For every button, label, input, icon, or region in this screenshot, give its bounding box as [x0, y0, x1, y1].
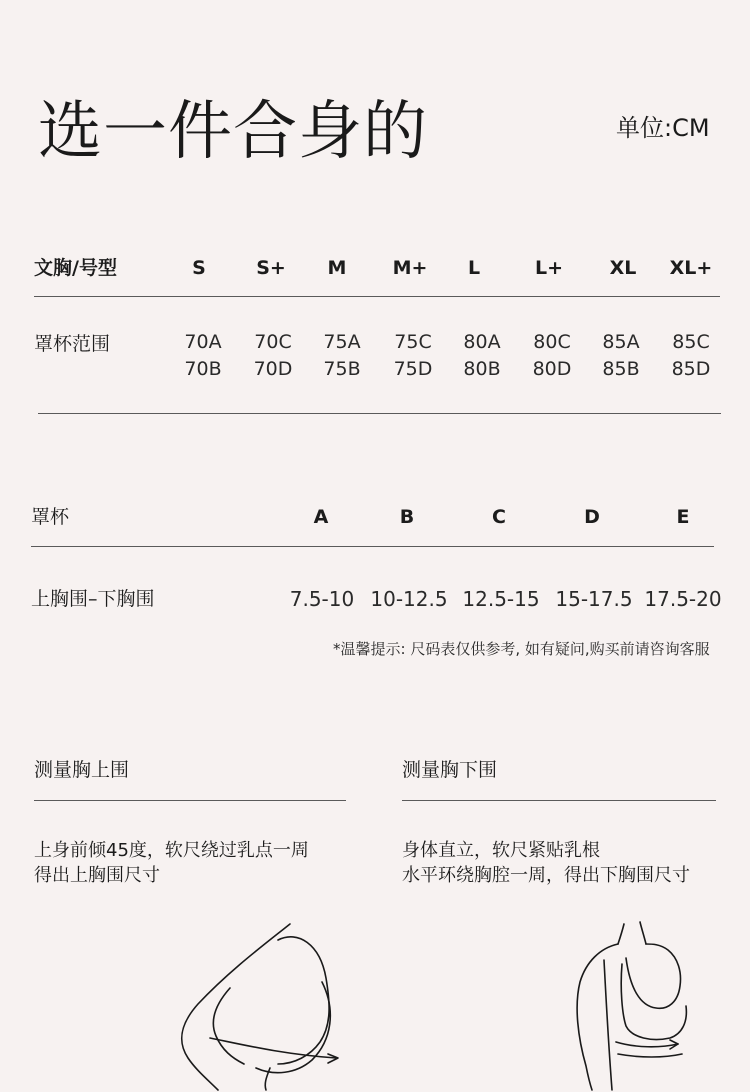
measure-lower-line2: 水平环绕胸腔一周，得出下胸围尺寸	[402, 865, 690, 886]
size-table-header-label: 文胸/号型	[34, 257, 117, 279]
cup-table-row-label: 上胸围–下胸围	[31, 588, 155, 610]
cup-range-m-plus	[378, 329, 448, 383]
cup-range-value: 75B	[323, 358, 361, 380]
cup-range-m	[307, 329, 377, 383]
cup-range-value: 75D	[393, 358, 433, 380]
size-table-divider-top	[34, 296, 720, 297]
upper-bust-illustration	[170, 918, 350, 1092]
cup-diff-d: 15-17.5	[555, 587, 633, 611]
size-table-row-label: 罩杯范围	[34, 333, 111, 355]
size-note: *温馨提示: 尺码表仅供参考, 如有疑问,购买前请咨询客服	[333, 640, 710, 658]
cup-range-value: 85D	[671, 358, 711, 380]
size-header-s-plus: S+	[256, 257, 286, 279]
cup-range-value: 75C	[394, 331, 432, 353]
measure-lower-divider	[402, 800, 716, 801]
cup-header-c: C	[492, 506, 506, 528]
cup-header-e: E	[676, 506, 690, 528]
cup-range-xl	[586, 329, 656, 383]
measure-upper-divider	[34, 800, 346, 801]
cup-header-d: D	[584, 506, 600, 528]
measure-upper-title: 测量胸上围	[34, 759, 130, 781]
cup-range-value: 80B	[463, 358, 501, 380]
cup-header-b: B	[399, 506, 415, 528]
cup-range-value: 70D	[253, 358, 293, 380]
unit-label: 单位:CM	[616, 114, 710, 142]
cup-range-s	[168, 329, 238, 383]
cup-diff-e: 17.5-20	[644, 587, 722, 611]
cup-table-header-label: 罩杯	[31, 506, 70, 528]
cup-range-value: 70C	[254, 331, 292, 353]
measure-lower-line1: 身体直立，软尺紧贴乳根	[402, 840, 600, 861]
size-header-xl: XL	[609, 257, 637, 279]
cup-range-value: 75A	[323, 331, 361, 353]
cup-range-s-plus	[238, 329, 308, 383]
cup-table-divider	[31, 546, 714, 547]
size-header-s: S	[192, 257, 206, 279]
size-header-xl-plus: XL+	[669, 257, 713, 279]
cup-range-value: 85B	[602, 358, 640, 380]
measure-upper-line1: 上身前倾45度，软尺绕过乳点一周	[34, 840, 309, 861]
lower-bust-illustration	[570, 918, 700, 1092]
cup-range-value: 85A	[602, 331, 640, 353]
cup-range-value: 80A	[463, 331, 501, 353]
size-header-l-plus: L+	[534, 257, 564, 279]
size-table-divider-bottom	[38, 413, 721, 414]
cup-range-l	[447, 329, 517, 383]
page-title: 选一件合身的	[38, 95, 428, 169]
cup-range-value: 80D	[532, 358, 572, 380]
cup-range-l-plus	[517, 329, 587, 383]
cup-range-value: 70B	[184, 358, 222, 380]
cup-range-value: 85C	[672, 331, 710, 353]
cup-diff-b: 10-12.5	[370, 587, 448, 611]
cup-header-a: A	[313, 506, 329, 528]
cup-diff-c: 12.5-15	[462, 587, 540, 611]
size-header-m-plus: M+	[392, 257, 428, 279]
measure-upper-line2: 得出上胸围尺寸	[34, 865, 160, 886]
cup-diff-a: 7.5-10	[289, 587, 355, 611]
size-header-l: L	[467, 257, 481, 279]
cup-range-xl-plus	[656, 329, 726, 383]
cup-range-value: 70A	[184, 331, 222, 353]
size-header-m: M	[327, 257, 347, 279]
cup-range-value: 80C	[533, 331, 571, 353]
measure-lower-title: 测量胸下围	[402, 759, 498, 781]
